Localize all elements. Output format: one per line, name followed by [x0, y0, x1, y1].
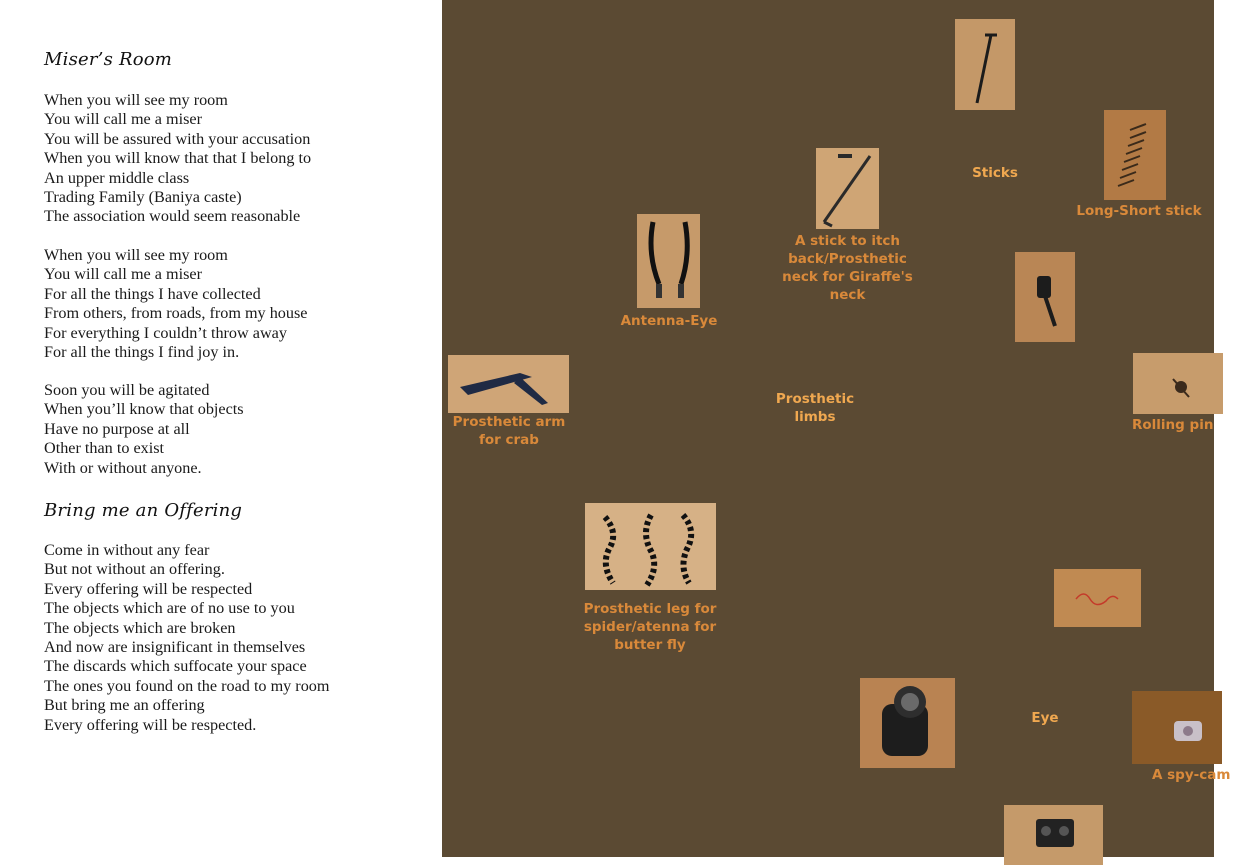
mindmap-board[interactable]: [442, 0, 1231, 857]
poem-stanza-1: [44, 91, 311, 227]
poem-stanza-3: [44, 381, 244, 478]
label-antenna-eye[interactable]: Antenna-Eye: [620, 313, 718, 329]
poem-line: When you will see my room: [44, 91, 228, 109]
camera-part-photo[interactable]: [1004, 805, 1103, 865]
poem-line: But bring me an offering: [44, 696, 205, 715]
itch-stick-photo[interactable]: [816, 148, 879, 229]
poem-title-bring-offering: Bring me an Offering: [44, 500, 243, 521]
label-long-short-stick[interactable]: Long-Short stick: [1076, 203, 1202, 219]
poem-line: When you will see my room: [44, 246, 228, 264]
spring-stick-photo[interactable]: [1104, 110, 1166, 200]
poem-offering-lines: [44, 541, 329, 735]
poem-line: Soon you will be agitated: [44, 381, 210, 399]
poem-line: You will call me a miser: [44, 265, 202, 284]
label-prosthetic-leg[interactable]: Prosthetic leg for spider/atenna for butter fly: [583, 601, 717, 653]
prosthetic-leg-photo[interactable]: [585, 503, 716, 590]
poem-title-misers-room: Miser’s Room: [44, 49, 173, 70]
poem-line: You will call me a miser: [44, 110, 202, 129]
rolling-pin-photo[interactable]: [1133, 353, 1223, 414]
poem-line: When you will know that that I belong to: [44, 149, 312, 168]
label-rolling-pin[interactable]: Rolling pin: [1132, 417, 1214, 433]
poem-line: Have no purpose at all: [44, 419, 190, 438]
label-prosthetic-arm[interactable]: Prosthetic arm for crab: [452, 414, 566, 448]
poem-line: And now are insignificant in themselves: [44, 638, 306, 657]
poem-line: For everything I couldn’t throw away: [44, 323, 287, 342]
walking-stick-photo[interactable]: [955, 19, 1015, 110]
wire-photo[interactable]: [1054, 569, 1141, 627]
poem-line: Come in without any fear: [44, 541, 210, 559]
spy-cam-photo[interactable]: [1132, 691, 1222, 764]
poem-line: The association would seem reasonable: [44, 207, 301, 226]
poem-line: With or without anyone.: [44, 458, 202, 477]
poem-line: When you’ll know that objects: [44, 400, 244, 419]
poem-panel: [0, 0, 442, 857]
poem-line: The discards which suffocate your space: [44, 657, 307, 676]
lens-photo[interactable]: [860, 678, 955, 768]
poem-line: An upper middle class: [44, 168, 190, 187]
poem-line: Every offering will be respected.: [44, 715, 257, 734]
hub-label-sticks[interactable]: Sticks: [972, 165, 1018, 181]
small-tool-photo[interactable]: [1015, 252, 1075, 342]
poem-line: Other than to exist: [44, 439, 165, 458]
hub-label-prosthetic-limbs[interactable]: Prosthetic limbs: [775, 391, 855, 425]
poem-line: You will be assured with your accusation: [44, 129, 311, 148]
prosthetic-arm-photo[interactable]: [448, 355, 569, 413]
poem-line: The objects which are broken: [44, 618, 236, 637]
poem-line: For all the things I have collected: [44, 284, 261, 303]
poem-line: Every offering will be respected: [44, 579, 253, 598]
label-spy-cam[interactable]: A spy-cam: [1152, 767, 1231, 783]
antenna-eye-photo[interactable]: [637, 214, 700, 308]
label-itch-stick[interactable]: A stick to itch back/Prosthetic neck for Giraffe's neck: [782, 233, 913, 303]
poem-stanza-2: [44, 246, 307, 362]
poem-line: But not without an offering.: [44, 560, 225, 579]
poem-line: Trading Family (Baniya caste): [44, 188, 242, 207]
poem-line: The objects which are of no use to you: [44, 599, 295, 618]
hub-label-eye[interactable]: Eye: [1031, 710, 1059, 726]
poem-line: From others, from roads, from my house: [44, 304, 308, 323]
poem-line: For all the things I find joy in.: [44, 343, 240, 362]
poem-line: The ones you found on the road to my room: [44, 676, 330, 695]
